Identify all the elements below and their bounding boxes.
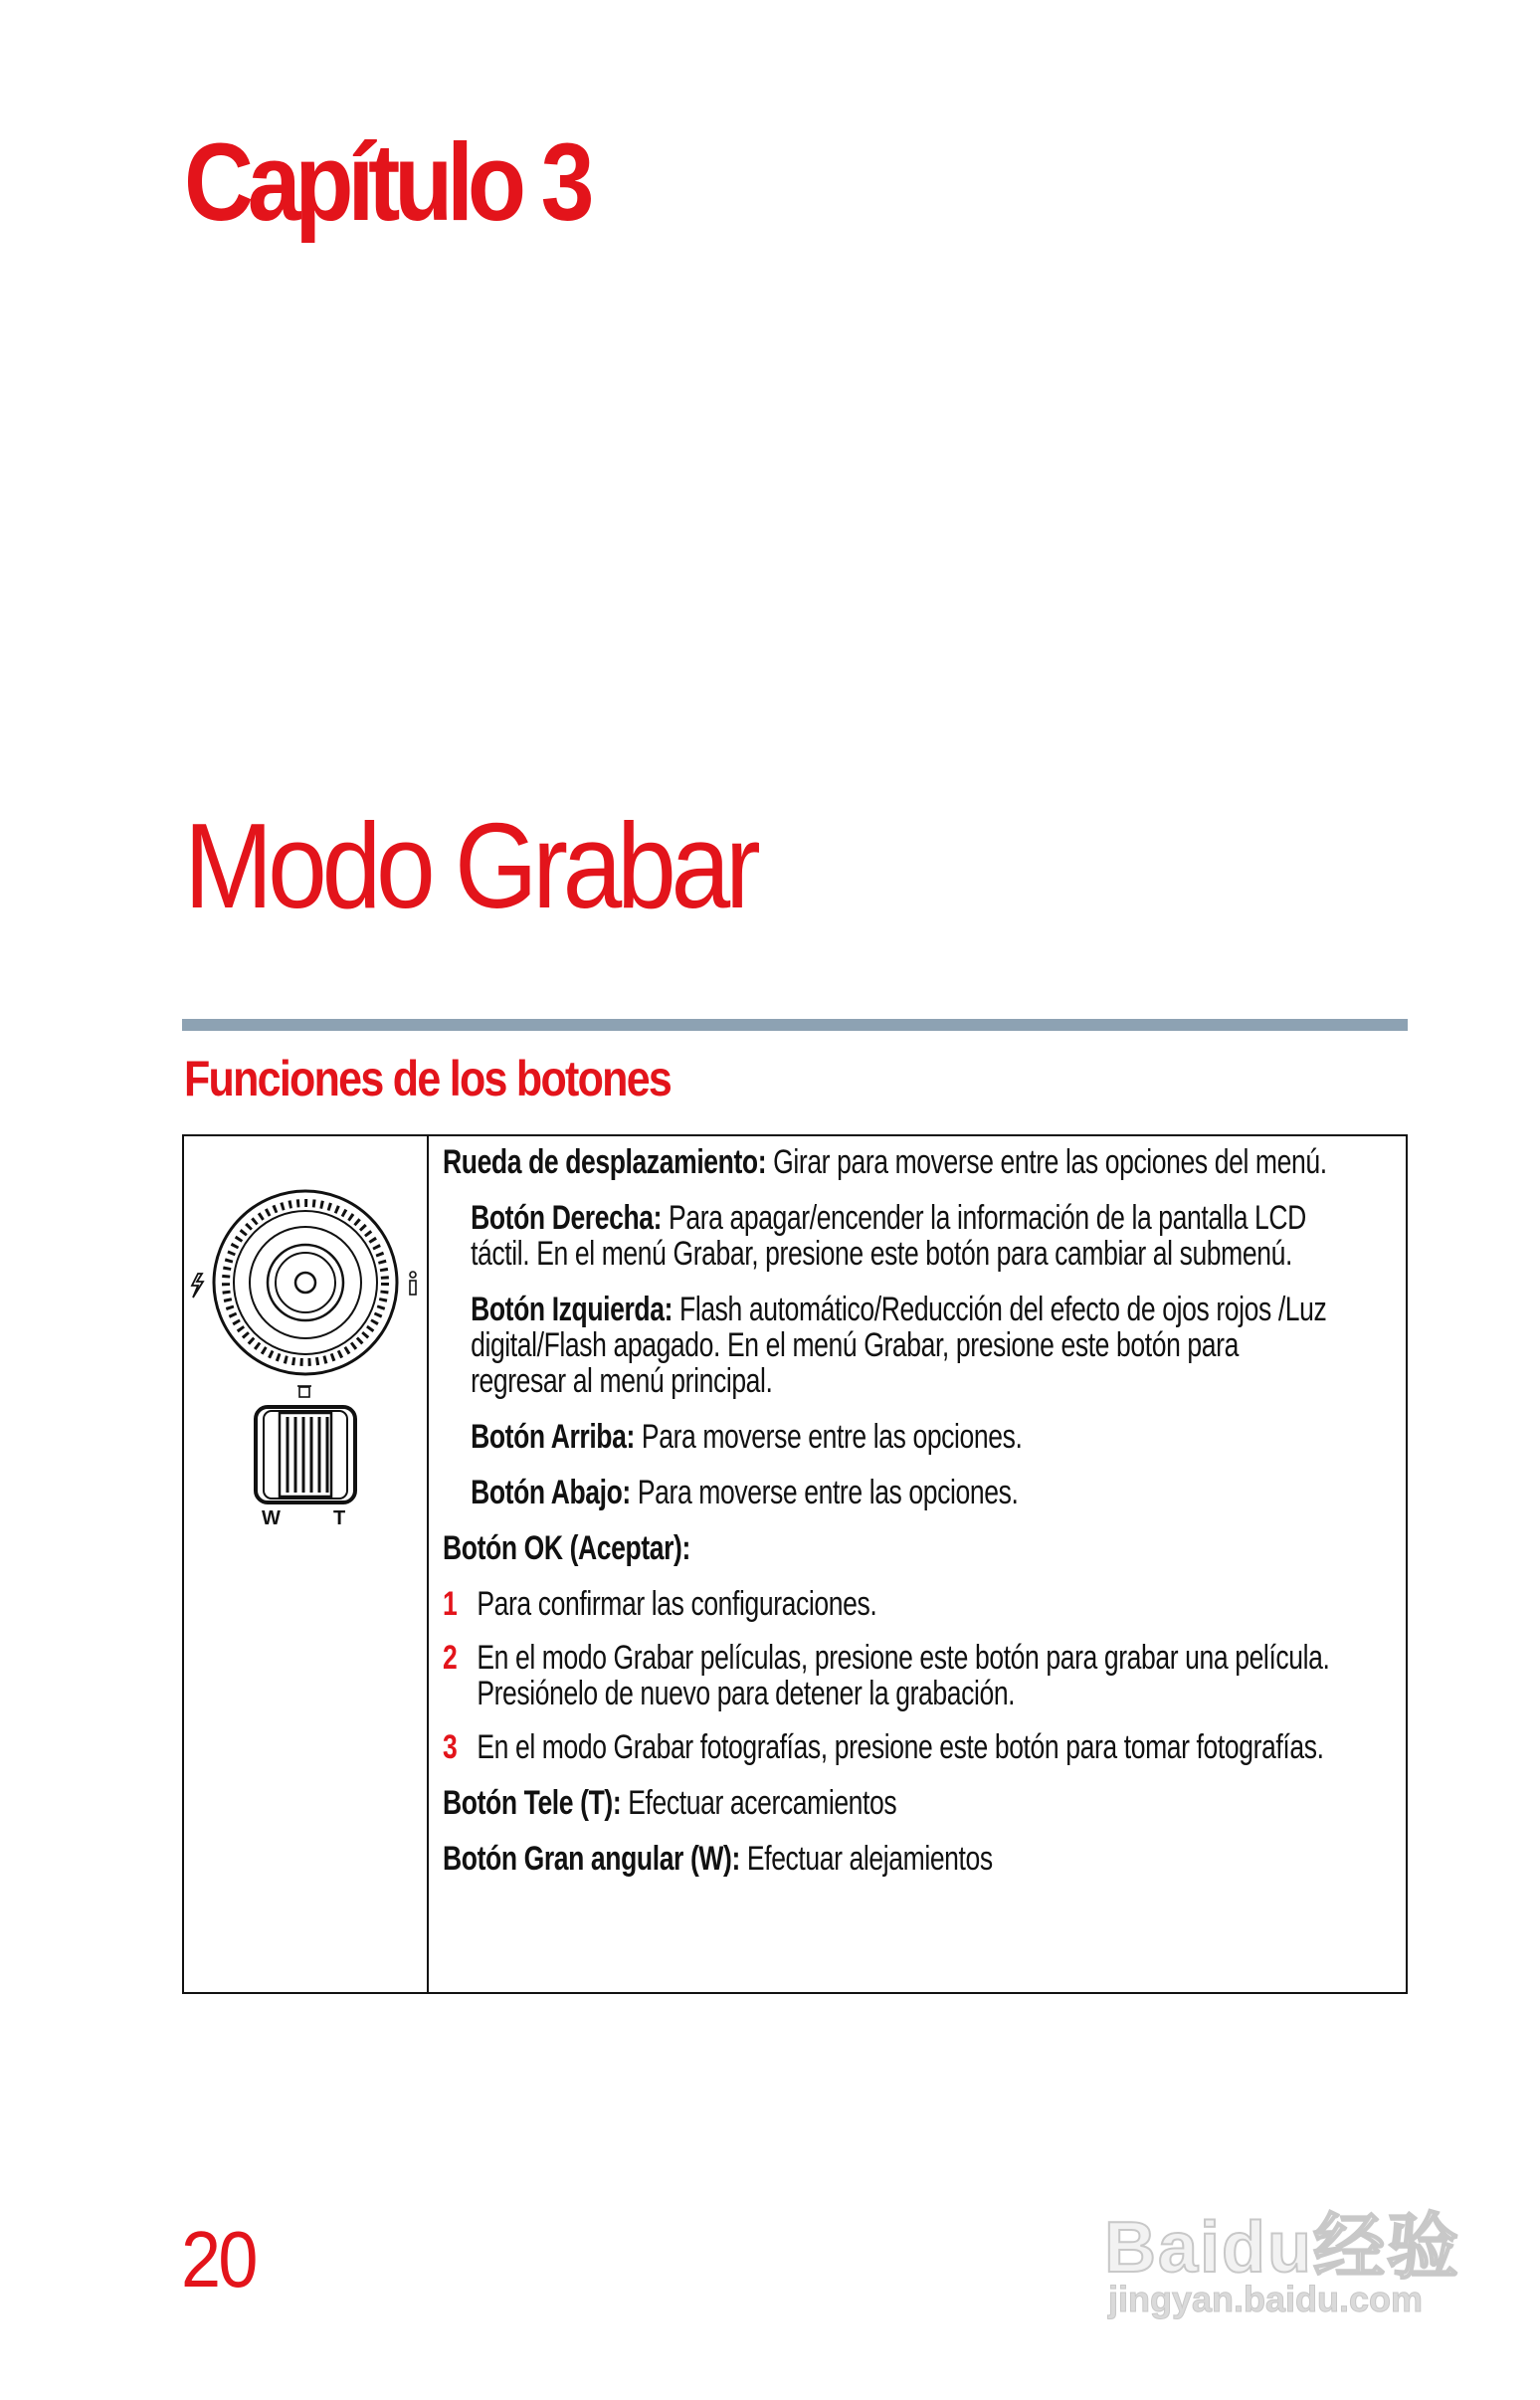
wide-button-description: Botón Gran angular (W): Efectuar alejamientos	[443, 1840, 993, 1878]
page-title: Modo Grabar	[184, 798, 756, 933]
section-divider	[182, 1019, 1408, 1031]
zoom-w-label: W	[262, 1507, 281, 1529]
up-button-description: Botón Arriba: Para moverse entre las opciones.	[471, 1418, 1023, 1456]
ok-button-label: Botón OK (Aceptar):	[443, 1529, 690, 1567]
tele-button-description: Botón Tele (T): Efectuar acercamientos	[443, 1784, 897, 1822]
down-button-description: Botón Abajo: Para moverse entre las opciones.	[471, 1474, 1019, 1511]
list-item: 2 En el modo Grabar películas, presione este botón para grabar una película. Presiónelo de nuevo para detener la grabación.	[443, 1639, 1330, 1712]
list-item: 3 En el modo Grabar fotografías, presione este botón para tomar fotografías.	[443, 1728, 1324, 1766]
left-button-description: Botón Izquierda: Flash automático/Reducción del efecto de ojos rojos /Luz digital/Flash apagado. En el menú Grabar, presione este botón para regresar al menú principal.	[471, 1291, 1327, 1400]
section-heading: Funciones de los botones	[184, 1051, 672, 1106]
zoom-t-label: T	[333, 1507, 346, 1529]
button-functions-table	[182, 1134, 1408, 1994]
scroll-wheel-description: Rueda de desplazamiento: Girar para moverse entre las opciones del menú.	[443, 1143, 1327, 1181]
flash-icon	[192, 1274, 203, 1298]
trash-icon	[297, 1386, 311, 1397]
button-descriptions	[429, 1136, 1406, 1992]
list-item: 1 Para confirmar las configuraciones.	[443, 1585, 877, 1623]
chapter-title: Capítulo 3	[184, 121, 589, 244]
zoom-lever	[256, 1407, 355, 1502]
camera-controls-illustration	[184, 1136, 429, 1992]
watermark-logo: Baidu经验 jingyan.baidu.com	[1104, 2208, 1461, 2319]
page-number: 20	[181, 2215, 256, 2303]
info-icon	[410, 1272, 416, 1295]
right-button-description: Botón Derecha: Para apagar/encender la información de la pantalla LCD táctil. En el menú Grabar, presione este botón para cambiar al submenú.	[471, 1199, 1306, 1273]
scroll-wheel-dial	[214, 1191, 397, 1374]
